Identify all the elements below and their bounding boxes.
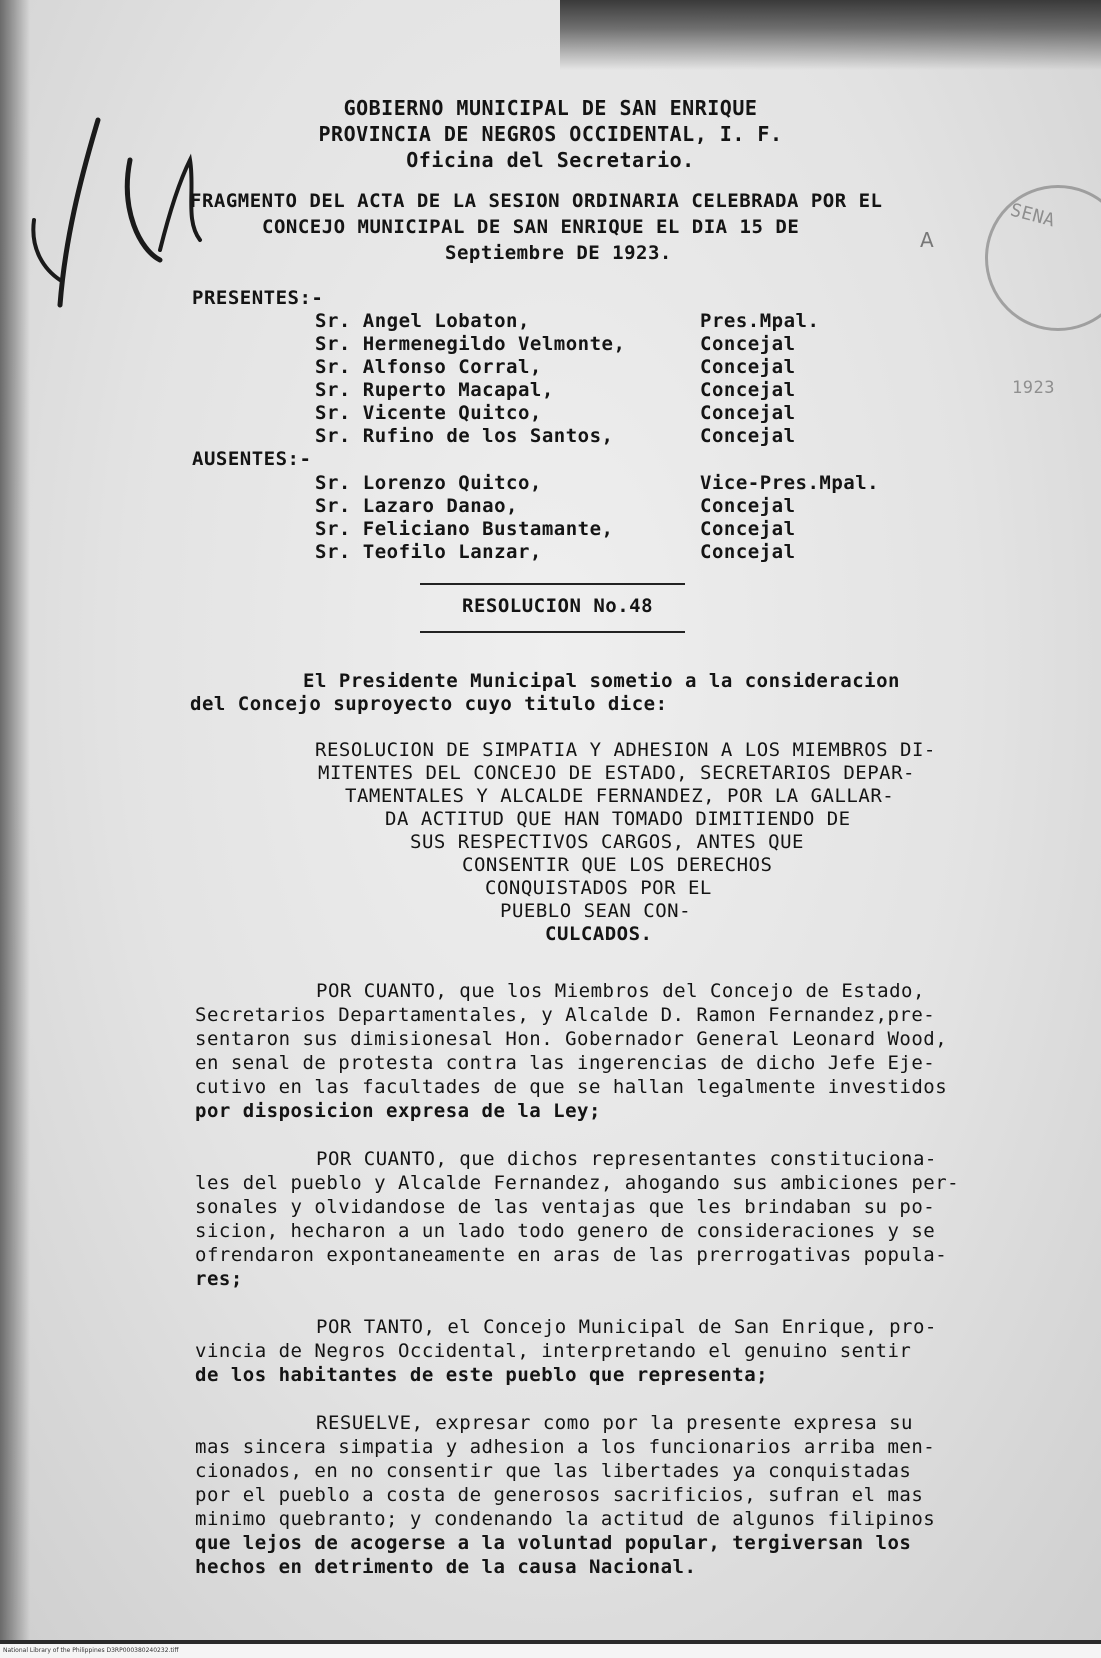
roster-name: Sr. Lorenzo Quitco, [315,472,542,494]
ausentes-label: AUSENTES:- [192,448,312,470]
roster-name: Sr. Ruperto Macapal, [315,379,554,401]
roster-role: Vice-Pres.Mpal. [700,472,880,494]
resolution-title-line: CULCADOS. [545,923,653,945]
margin-mark: A [920,228,934,252]
archive-footer: National Library of the Philippines D3RP000380240232.tiff [0,1644,1101,1658]
body-line: mas sincera simpatia y adhesion a los funcionarios arriba men- [195,1436,936,1458]
roster-role: Concejal [700,541,796,563]
body-line: hechos en detrimento de la causa Nacional. [195,1556,697,1578]
intro-line: del Concejo suproyecto cuyo titulo dice: [190,693,668,715]
header-line-3: Oficina del Secretario. [406,148,695,172]
body-line: POR TANTO, el Concejo Municipal de San Enrique, pro- [316,1316,937,1338]
title-line-2: CONCEJO MUNICIPAL DE SAN ENRIQUE EL DIA 15 DE [262,216,800,238]
body-line: por el pueblo a costa de generosos sacrificios, sufran el mas [195,1484,924,1506]
resolution-title-line: DA ACTITUD QUE HAN TOMADO DIMITIENDO DE [385,808,851,830]
roster-role: Pres.Mpal. [700,310,820,332]
resolution-title-line: PUEBLO SEAN CON- [500,900,692,922]
body-line: cionados, en no consentir que las libertades ya conquistadas [195,1460,912,1482]
roster-name: Sr. Feliciano Bustamante, [315,518,614,540]
body-line: de los habitantes de este pueblo que representa; [195,1364,769,1386]
roster-name: Sr. Alfonso Corral, [315,356,542,378]
scan-edge-top [560,0,1101,70]
body-line: POR CUANTO, que los Miembros del Concejo de Estado, [316,980,925,1002]
body-line: vincia de Negros Occidental, interpretando el genuino sentir [195,1340,912,1362]
rule-bottom [420,631,685,633]
body-line: cutivo en las facultades de que se hallan legalmente investidos [195,1076,948,1098]
roster-name: Sr. Teofilo Lanzar, [315,541,542,563]
seal-text: SENA [1008,199,1058,232]
body-line: les del pueblo y Alcalde Fernandez, ahogando sus ambiciones per- [195,1172,960,1194]
resolution-number: RESOLUCION No.48 [462,595,654,617]
resolution-title-line: MITENTES DEL CONCEJO DE ESTADO, SECRETARIOS DEPAR- [318,762,915,784]
body-line: res; [195,1268,243,1290]
body-line: Secretarios Departamentales, y Alcalde D. Ramon Fernandez,pre- [195,1004,936,1026]
seal-year: 1923 [1012,378,1055,398]
resolution-title-line: SUS RESPECTIVOS CARGOS, ANTES QUE [410,831,804,853]
body-line: ofrendaron expontaneamente en aras de las prerrogativas popula- [195,1244,948,1266]
body-line: por disposicion expresa de la Ley; [195,1100,601,1122]
body-line: que lejos de acogerse a la voluntad popular, tergiversan los [195,1532,912,1554]
body-line: sicion, hecharon a un lado todo genero de consideraciones y se [195,1220,936,1242]
resolution-title-line: CONSENTIR QUE LOS DERECHOS [462,854,773,876]
body-line: en senal de protesta contra las ingerencias de dicho Jefe Eje- [195,1052,936,1074]
body-line: RESUELVE, expresar como por la presente expresa su [316,1412,913,1434]
presentes-label: PRESENTES:- [192,287,324,309]
body-line: sonales y olvidandose de las ventajas que les brindaban su po- [195,1196,936,1218]
header-line-1: GOBIERNO MUNICIPAL DE SAN ENRIQUE [343,96,758,120]
roster-role: Concejal [700,379,796,401]
roster-name: Sr. Rufino de los Santos, [315,425,614,447]
rule-top [420,583,685,585]
title-line-3: Septiembre DE 1923. [445,242,672,264]
roster-role: Concejal [700,356,796,378]
body-line: minimo quebranto; y condenando la actitud de algunos filipinos [195,1508,936,1530]
roster-role: Concejal [700,425,796,447]
roster-name: Sr. Angel Lobaton, [315,310,530,332]
roster-name: Sr. Vicente Quitco, [315,402,542,424]
resolution-title-line: RESOLUCION DE SIMPATIA Y ADHESION A LOS MIEMBROS DI- [315,739,936,761]
roster-role: Concejal [700,495,796,517]
roster-name: Sr. Hermenegildo Velmonte, [315,333,626,355]
resolution-title-line: TAMENTALES Y ALCALDE FERNANDEZ, POR LA GALLAR- [345,785,895,807]
header-line-2: PROVINCIA DE NEGROS OCCIDENTAL, I. F. [318,122,783,146]
resolution-title-line: CONQUISTADOS POR EL [485,877,712,899]
title-line-1: FRAGMENTO DEL ACTA DE LA SESION ORDINARIA CELEBRADA POR EL [190,190,883,212]
roster-role: Concejal [700,333,796,355]
intro-line: El Presidente Municipal sometio a la consideracion [303,670,900,692]
body-line: POR CUANTO, que dichos representantes constituciona- [316,1148,937,1170]
roster-name: Sr. Lazaro Danao, [315,495,518,517]
roster-role: Concejal [700,402,796,424]
roster-role: Concejal [700,518,796,540]
body-line: sentaron sus dimisionesal Hon. Gobernador General Leonard Wood, [195,1028,948,1050]
